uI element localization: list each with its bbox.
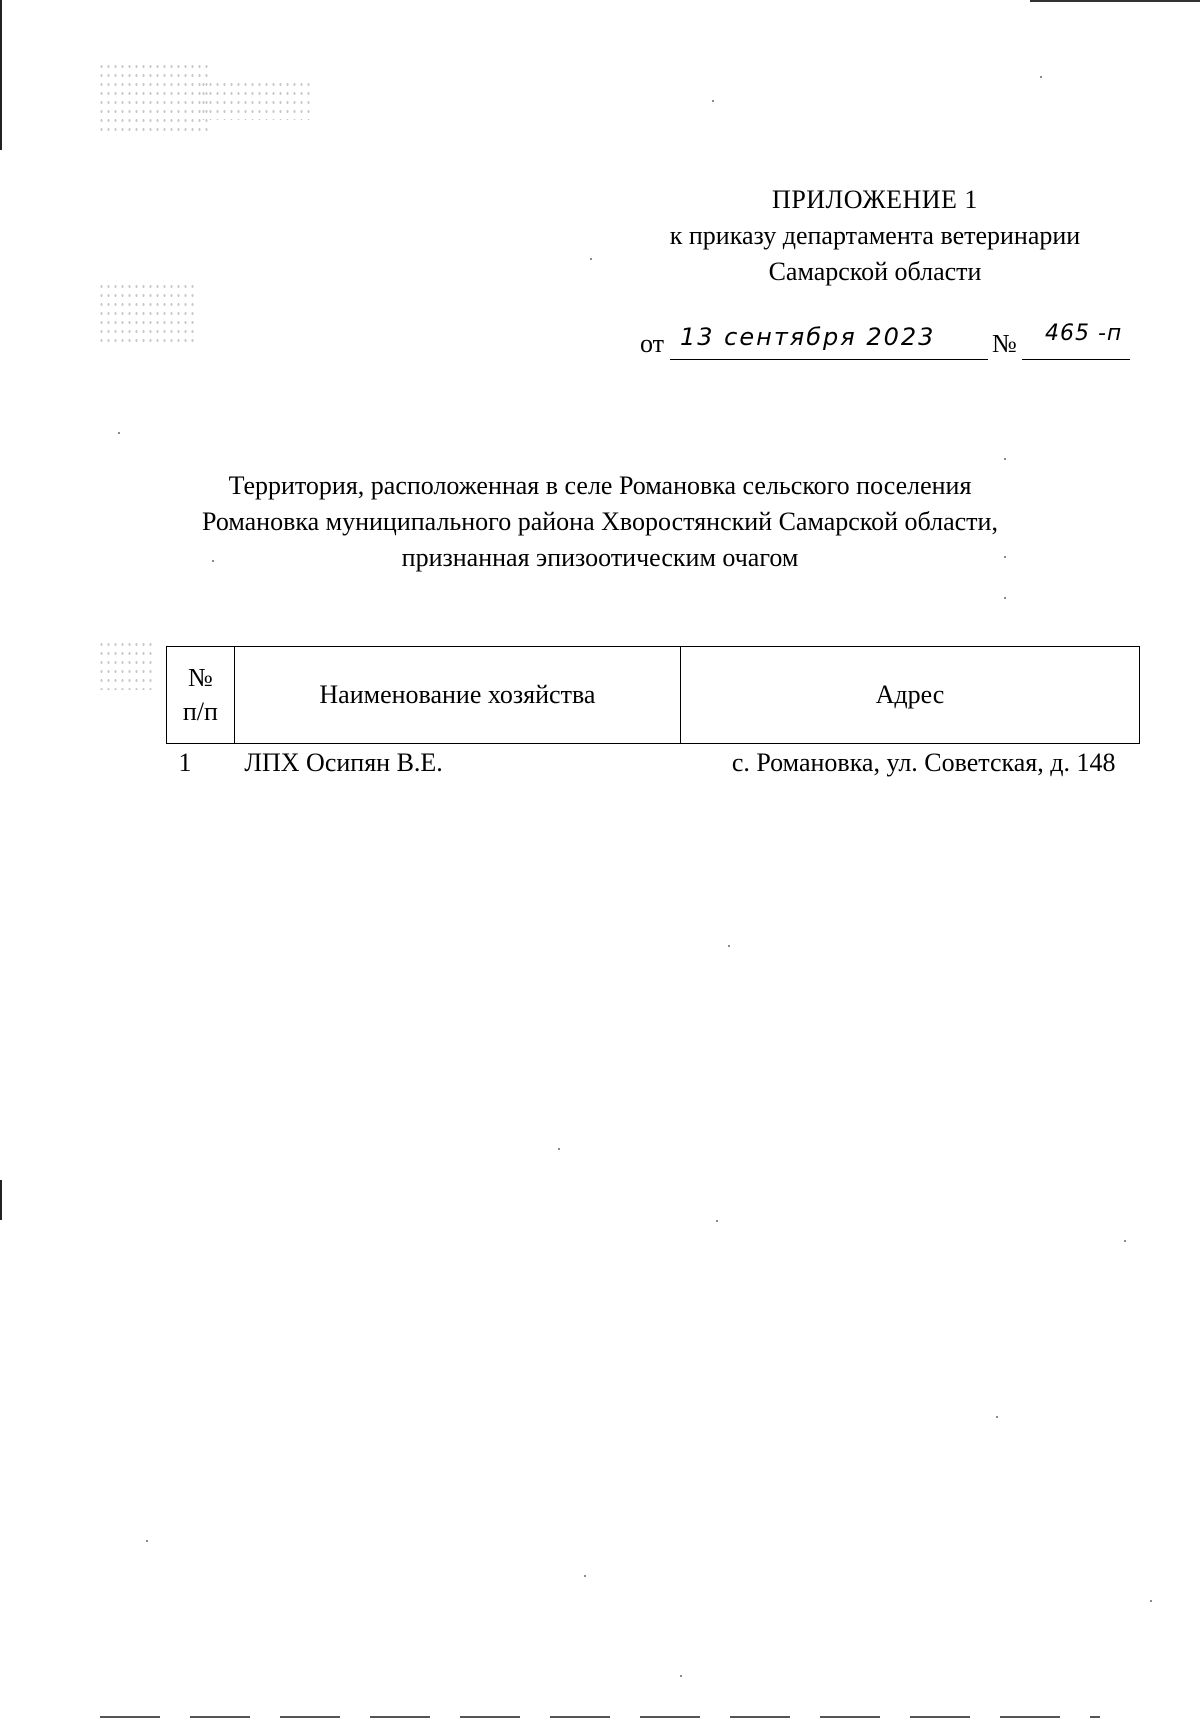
scan-dot [584, 1575, 586, 1577]
appendix-header [620, 182, 1130, 290]
appendix-subtitle-line: к приказу департамента ветеринарии [669, 221, 1081, 250]
scan-speckle [98, 640, 153, 690]
scan-dot [1150, 1600, 1152, 1602]
scan-dot [716, 1220, 718, 1222]
scan-dot [1004, 597, 1006, 599]
order-number-underline [1022, 359, 1130, 360]
column-header-number [167, 647, 235, 744]
scan-speckle [200, 80, 310, 120]
scan-dot [558, 1148, 560, 1150]
scan-dot [712, 100, 714, 102]
farms-table [166, 646, 1140, 789]
table-header-row [167, 647, 1140, 744]
order-number-label: № [992, 329, 1017, 358]
cell-farm-name: ЛПХ Осипян В.Е. [244, 748, 443, 777]
scan-dot [118, 432, 120, 434]
column-header-name: Наименование хозяйства [234, 647, 680, 744]
scan-edge-mark [0, 0, 2, 150]
order-date-label: от [640, 329, 665, 358]
scan-dot [728, 945, 730, 947]
scan-dot [1004, 458, 1006, 460]
document-heading [140, 468, 1060, 576]
scan-dot [146, 1540, 148, 1542]
scan-dot [1040, 76, 1042, 78]
heading-line: Романовка муниципального района Хворостянский Самарской области, [202, 507, 998, 536]
scan-speckle [98, 62, 208, 132]
column-header-address: Адрес [680, 647, 1139, 744]
order-date-underline [670, 359, 988, 360]
order-date-handwritten: 13 сентября 2023 [680, 323, 936, 351]
column-header-number-line: № [188, 663, 213, 692]
cell-address: с. Романовка, ул. Советская, д. 148 [731, 748, 1116, 777]
appendix-title: ПРИЛОЖЕНИЕ 1 [772, 185, 978, 214]
column-header-number-line: п/п [182, 697, 218, 726]
heading-line: признанная эпизоотическим очагом [401, 543, 799, 572]
scan-dot [590, 258, 592, 260]
scan-dot [996, 1416, 998, 1418]
scan-dot [1124, 1240, 1126, 1242]
scan-dot [680, 1675, 682, 1677]
order-reference [640, 321, 1130, 365]
heading-line: Территория, расположенная в селе Романовка сельского поселения [228, 471, 972, 500]
appendix-subtitle-line: Самарской области [768, 257, 982, 286]
scan-speckle [98, 282, 198, 342]
scan-edge-mark [0, 1180, 2, 1220]
order-number-handwritten: 465 -п [1045, 321, 1123, 346]
table-row [167, 744, 1140, 790]
cell-number: 1 [178, 748, 192, 777]
scan-edge-mark [1030, 0, 1200, 2]
